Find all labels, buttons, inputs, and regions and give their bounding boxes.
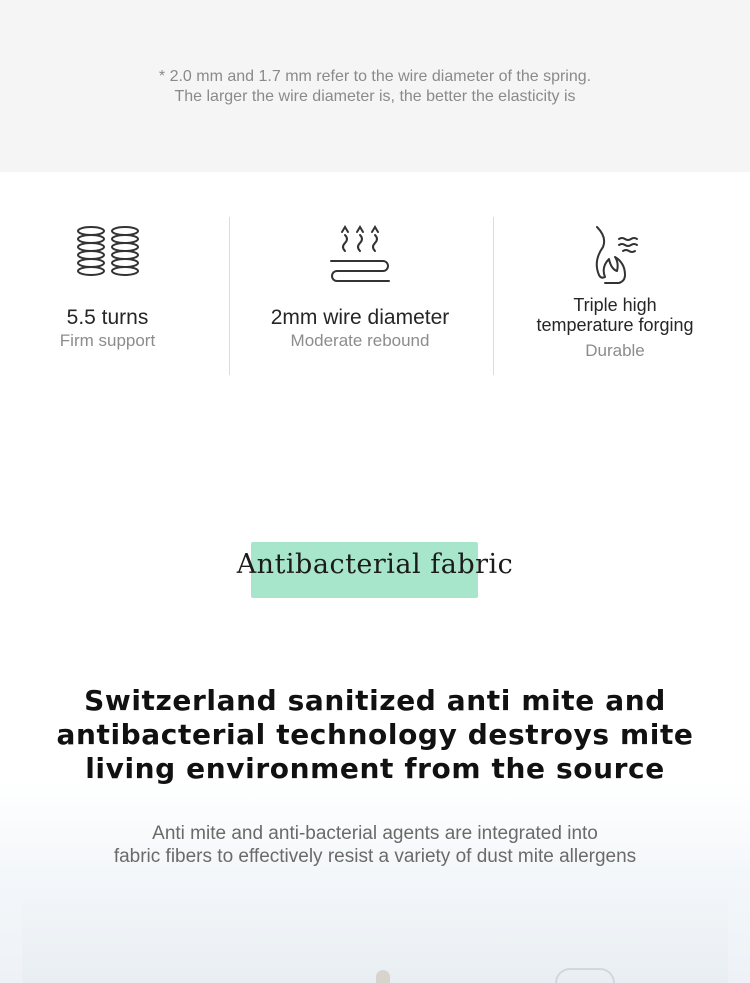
feature-subtitle: Firm support bbox=[59, 331, 156, 350]
image-detail bbox=[555, 968, 615, 983]
product-image bbox=[22, 900, 728, 983]
heat-wire-icon bbox=[327, 223, 393, 285]
section-tag: Antibacterial fabric bbox=[236, 549, 514, 580]
feature-title: 2mm wire diameter bbox=[270, 306, 450, 329]
springs-icon bbox=[75, 223, 141, 283]
feature-row bbox=[0, 215, 750, 380]
feature-title-line-1: Triple high bbox=[573, 295, 657, 315]
footnote-line-1: * 2.0 mm and 1.7 mm refer to the wire diameter of the spring. bbox=[158, 68, 592, 85]
feature-title bbox=[500, 295, 730, 335]
divider bbox=[493, 217, 494, 375]
feature-subtitle: Moderate rebound bbox=[290, 331, 430, 350]
divider bbox=[229, 217, 230, 375]
section-headline bbox=[30, 684, 720, 786]
description-line-1: Anti mite and anti-bacterial agents are integrated into bbox=[152, 823, 598, 844]
feature-title: 5.5 turns bbox=[66, 306, 149, 329]
feature-title-line-2: temperature forging bbox=[536, 315, 694, 335]
section-description bbox=[60, 822, 690, 868]
forging-flame-icon bbox=[587, 223, 643, 285]
footnote-line-2: The larger the wire diameter is, the better the elasticity is bbox=[174, 88, 576, 105]
headline-line-2: antibacterial technology destroys mite bbox=[56, 718, 694, 751]
headline-line-3: living environment from the source bbox=[85, 752, 665, 785]
description-line-2: fabric fibers to effectively resist a variety of dust mite allergens bbox=[113, 846, 637, 867]
headline-line-1: Switzerland sanitized anti mite and bbox=[84, 684, 666, 717]
image-detail bbox=[376, 970, 390, 983]
feature-subtitle: Durable bbox=[585, 341, 645, 360]
